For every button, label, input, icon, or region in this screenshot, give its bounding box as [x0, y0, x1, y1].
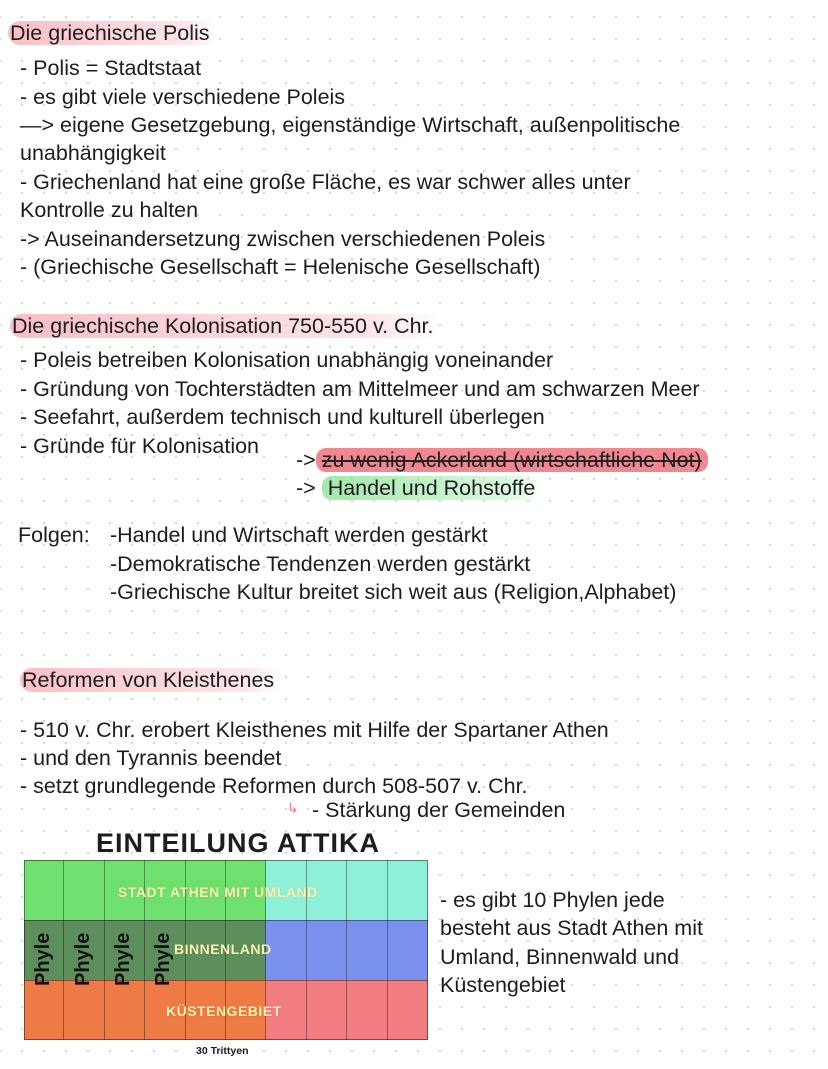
trittys-cell [105, 980, 145, 1040]
region-label-stadt-athen: STADT ATHEN MIT UMLAND [118, 884, 318, 900]
trittys-cell [388, 920, 428, 980]
trittys-cell [24, 860, 64, 920]
kleisthenes-line-3: - setzt grundlegende Reformen durch 508-507 v. Chr. [20, 774, 528, 798]
grid-divider [24, 920, 428, 921]
trittys-cell [388, 980, 428, 1040]
phyle-label: Phyle [72, 932, 94, 986]
section-heading-kolonisation: Die griechische Kolonisation 750-550 v. Chr. [12, 312, 441, 340]
turn-arrow-icon: ↳ [287, 800, 299, 816]
phyle-label: Phyle [112, 932, 134, 986]
kolonisation-line-4: - Gründe für Kolonisation [20, 434, 260, 458]
kleisthenes-line-1: - 510 v. Chr. erobert Kleisthenes mit Hilfe der Spartaner Athen [20, 718, 609, 742]
trittys-cell [266, 920, 306, 980]
polis-line-3: —> eigene Gesetzgebung, eigenständige Wirtschaft, außenpolitische [20, 113, 681, 137]
reason-1 [296, 446, 708, 474]
region-label-binnenland: BINNENLAND [174, 941, 272, 957]
reason-2 [296, 474, 541, 502]
reason-arrow: -> [296, 476, 316, 500]
polis-line-8: - (Griechische Gesellschaft = Helenische Gesellschaft) [20, 255, 541, 279]
trittys-cell [347, 980, 387, 1040]
trittys-cell [388, 860, 428, 920]
trittys-cell [64, 980, 104, 1040]
kolonisation-line-1: - Poleis betreiben Kolonisation unabhängig voneinander [20, 348, 554, 372]
polis-line-7: -> Auseinandersetzung zwischen verschiedenen Poleis [20, 227, 546, 251]
trittys-cell [64, 860, 104, 920]
section-heading-polis: Die griechische Polis [10, 19, 218, 47]
side-note-line-4: Küstengebiet [440, 973, 566, 997]
reason-1-text: zu wenig Ackerland (wirtschaftliche Not) [316, 448, 708, 472]
polis-line-2: - es gibt viele verschiedene Poleis [20, 85, 346, 109]
phyle-label: Phyle [32, 932, 54, 986]
reason-2-text: Handel und Rohstoffe [322, 476, 542, 500]
attika-diagram [24, 860, 428, 1042]
side-note-line-2: besteht aus Stadt Athen mit [440, 916, 703, 940]
phyle-label: Phyle [152, 932, 174, 986]
section-heading-kleisthenes: Reformen von Kleisthenes [22, 666, 282, 694]
reason-arrow: -> [296, 448, 316, 472]
trittys-cell [347, 920, 387, 980]
trittys-cell [307, 980, 347, 1040]
kleisthenes-line-2: - und den Tyrannis beendet [20, 746, 282, 770]
side-note-line-1: - es gibt 10 Phylen jede [440, 888, 665, 912]
consequence-2: -Demokratische Tendenzen werden gestärkt [110, 552, 531, 576]
polis-line-1: - Polis = Stadtstaat [20, 56, 202, 80]
consequences-label: Folgen: [18, 523, 90, 547]
consequence-3: -Griechische Kultur breitet sich weit aus (Religion,Alphabet) [110, 580, 677, 604]
kolonisation-line-3: - Seefahrt, außerdem technisch und kulturell überlegen [20, 405, 545, 429]
polis-line-5: - Griechenland hat eine große Fläche, es war schwer alles unter [20, 170, 631, 194]
trittys-cell [24, 980, 64, 1040]
consequence-1: -Handel und Wirtschaft werden gestärkt [110, 523, 488, 547]
trittys-cell [347, 860, 387, 920]
trittys-cell [307, 920, 347, 980]
region-label-kuestengebiet: KÜSTENGEBIET [166, 1003, 282, 1019]
diagram-footer: 30 Trittyen [196, 1045, 249, 1057]
kolonisation-line-2: - Gründung von Tochterstädten am Mittelmeer und am schwarzen Meer [20, 377, 700, 401]
polis-line-4: unabhängigkeit [20, 141, 166, 165]
polis-line-6: Kontrolle zu halten [20, 198, 199, 222]
side-note-line-3: Umland, Binnenwald und [440, 945, 680, 969]
kleisthenes-subpoint: - Stärkung der Gemeinden [312, 798, 566, 822]
diagram-title: EINTEILUNG ATTIKA [96, 828, 380, 858]
